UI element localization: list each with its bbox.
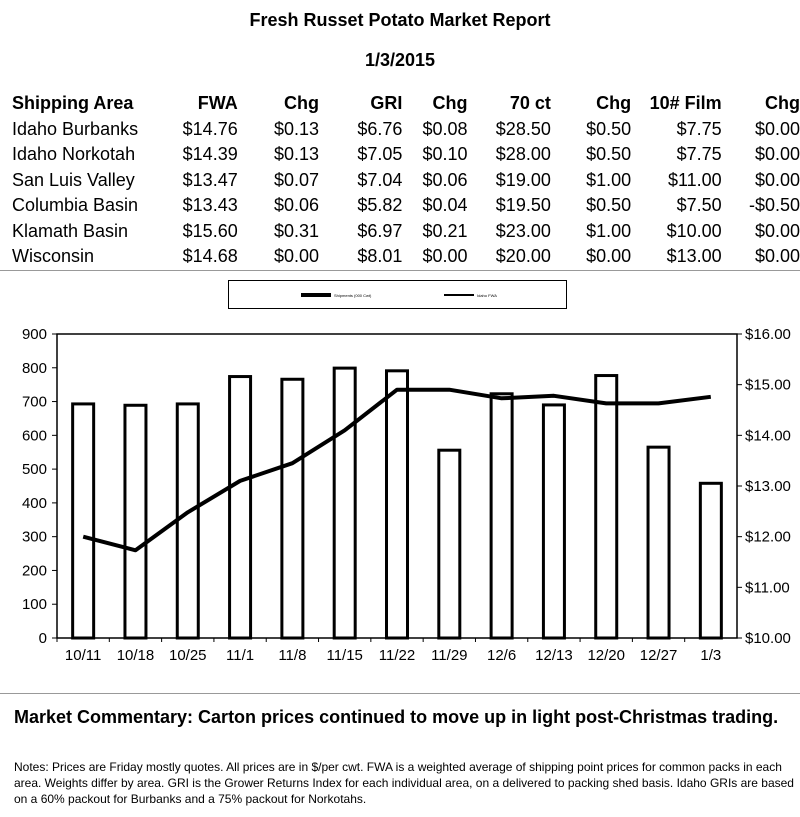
column-header: GRI <box>370 93 403 113</box>
table-row <box>12 244 800 270</box>
bottom-divider <box>0 693 800 694</box>
price-cell: $7.75 <box>676 118 722 139</box>
price-cell: $8.01 <box>357 246 403 266</box>
price-cell: $0.13 <box>274 144 320 164</box>
x-axis-tick-label: 11/22 <box>378 647 416 664</box>
left-axis-tick-label: 900 <box>21 326 47 343</box>
table-row <box>12 219 800 245</box>
shipping-area-cell: Columbia Basin <box>12 195 139 215</box>
price-cell: $0.08 <box>422 118 468 139</box>
shipment-bar <box>491 394 512 638</box>
price-cell: $0.00 <box>274 246 320 266</box>
report-date: 1/3/2015 <box>364 50 436 70</box>
shipment-bar <box>334 368 355 638</box>
price-cell: $7.04 <box>357 169 403 190</box>
x-axis-tick-label: 11/8 <box>278 647 307 664</box>
shipping-area-cell: Idaho Burbanks <box>12 118 139 139</box>
left-axis-tick-label: 0 <box>38 630 47 647</box>
x-axis-tick-label: 12/27 <box>639 647 678 664</box>
shipping-area-cell: Wisconsin <box>12 246 95 266</box>
x-axis-tick-label: 11/29 <box>431 647 468 664</box>
shipment-bar <box>177 404 198 638</box>
price-cell: $14.68 <box>182 246 238 266</box>
shipment-bar <box>282 379 303 638</box>
shipment-bar <box>596 376 617 638</box>
price-cell: -$0.50 <box>748 195 800 215</box>
x-axis-tick-label: 12/13 <box>535 647 573 664</box>
x-axis-tick-label: 1/3 <box>700 647 722 664</box>
shipment-bar <box>439 450 460 638</box>
price-cell: $0.00 <box>754 144 800 164</box>
column-header: Shipping Area <box>12 93 134 113</box>
left-axis-tick-label: 200 <box>21 562 47 580</box>
price-cell: $7.75 <box>676 144 722 164</box>
price-cell: $0.07 <box>274 169 320 190</box>
column-header: 10# Film <box>649 93 722 113</box>
price-cell: $0.00 <box>422 246 468 266</box>
price-cell: $11.00 <box>667 169 722 190</box>
price-cell: $0.50 <box>586 118 632 139</box>
column-header: Chg <box>596 93 632 113</box>
column-header: Chg <box>432 93 468 113</box>
price-cell: $14.39 <box>182 144 238 164</box>
price-cell: $19.00 <box>495 169 551 190</box>
left-axis-tick-label: 100 <box>21 596 47 614</box>
price-cell: $1.00 <box>586 220 632 241</box>
price-cell: $0.31 <box>274 220 320 241</box>
shipment-bar <box>648 447 669 638</box>
shipments-price-chart <box>0 318 800 678</box>
price-cell: $0.21 <box>422 220 468 241</box>
price-cell: $13.43 <box>182 195 238 215</box>
shipment-bar <box>73 404 94 638</box>
x-axis-tick-label: 11/15 <box>326 647 363 664</box>
table-row <box>12 193 800 219</box>
price-cell: $1.00 <box>586 169 632 190</box>
table-row <box>12 117 800 143</box>
chart-legend <box>228 280 567 309</box>
right-axis-tick-label: $14.00 <box>745 427 791 445</box>
top-divider <box>0 270 800 271</box>
x-axis-tick-label: 10/18 <box>116 647 155 664</box>
shipment-bar <box>387 371 408 638</box>
left-axis-tick-label: 800 <box>21 359 47 377</box>
right-axis-tick-label: $16.00 <box>745 326 791 343</box>
price-cell: $0.50 <box>586 144 632 164</box>
price-cell: $15.60 <box>182 220 238 241</box>
price-cell: $20.00 <box>495 246 551 266</box>
price-cell: $0.06 <box>422 169 468 190</box>
price-table <box>12 91 800 270</box>
price-cell: $6.76 <box>357 118 403 139</box>
left-axis-tick-label: 400 <box>21 494 47 512</box>
price-cell: $23.00 <box>495 220 551 241</box>
price-cell: $0.10 <box>422 144 468 164</box>
price-cell: $0.00 <box>754 220 800 241</box>
shipment-bar <box>543 405 564 638</box>
shipping-area-cell: San Luis Valley <box>12 169 135 190</box>
market-commentary: Market Commentary: Carton prices continued to move up in light post-Christmas trading. <box>14 707 779 727</box>
right-axis-tick-label: $10.00 <box>745 630 791 647</box>
column-header: Chg <box>765 93 800 113</box>
price-cell: $13.47 <box>182 169 238 190</box>
column-header: FWA <box>197 93 238 113</box>
price-cell: $13.00 <box>666 246 722 266</box>
column-header: 70 ct <box>509 93 551 113</box>
shipment-bar <box>700 483 721 638</box>
price-cell: $5.82 <box>357 195 403 215</box>
left-axis-tick-label: 600 <box>21 427 47 445</box>
left-axis-tick-label: 700 <box>21 393 47 411</box>
shipping-area-cell: Klamath Basin <box>12 220 129 241</box>
price-cell: $0.00 <box>586 246 632 266</box>
price-cell: $6.97 <box>357 220 403 241</box>
price-cell: $0.50 <box>586 195 632 215</box>
legend-fwa-label: Idaho FWA <box>477 293 497 298</box>
price-cell: $19.50 <box>495 195 551 215</box>
price-cell: $0.00 <box>754 246 800 266</box>
x-axis-tick-label: 10/25 <box>168 647 207 664</box>
x-axis-tick-label: 12/6 <box>487 647 517 664</box>
x-axis-tick-label: 12/20 <box>587 647 626 664</box>
column-header: Chg <box>284 93 320 113</box>
price-cell: $10.00 <box>666 220 722 241</box>
shipment-bar <box>230 377 251 638</box>
price-cell: $7.50 <box>676 195 722 215</box>
price-cell: $0.00 <box>754 118 800 139</box>
shipping-area-cell: Idaho Norkotah <box>12 144 136 164</box>
right-axis-tick-label: $11.00 <box>745 579 790 597</box>
notes: Notes: Prices are Friday mostly quotes. All prices are in $/per cwt. FWA is a weighted average of shipping point prices for common packs in each area. Weights differ by area. GRI is the Grower Returns Index for each individual area, on a delivered to packing shed basis. Idaho GRIs are based on a 60% packout for Burbanks and a 75% packout for Norkotahs. <box>14 760 794 806</box>
price-cell: $7.05 <box>357 144 403 164</box>
left-axis-tick-label: 300 <box>21 528 47 546</box>
price-cell: $28.50 <box>495 118 551 139</box>
table-row <box>12 168 800 194</box>
table-row <box>12 142 800 168</box>
right-axis-tick-label: $12.00 <box>745 528 791 546</box>
legend-shipments-label: Shipments (000 Cwt) <box>334 293 372 298</box>
shipment-bar <box>125 405 146 638</box>
price-cell: $28.00 <box>495 144 551 164</box>
price-cell: $0.06 <box>274 195 320 215</box>
x-axis-tick-label: 10/11 <box>64 647 102 664</box>
price-table-header <box>12 91 800 117</box>
right-axis-tick-label: $13.00 <box>745 478 791 495</box>
left-axis-tick-label: 500 <box>21 461 47 479</box>
x-axis-tick-label: 11/1 <box>226 647 255 664</box>
price-cell: $0.00 <box>754 169 800 190</box>
right-axis-tick-label: $15.00 <box>745 376 791 394</box>
price-cell: $14.76 <box>182 118 238 139</box>
report-title: Fresh Russet Potato Market Report <box>249 10 551 30</box>
price-cell: $0.13 <box>274 118 320 139</box>
price-cell: $0.04 <box>422 195 468 215</box>
